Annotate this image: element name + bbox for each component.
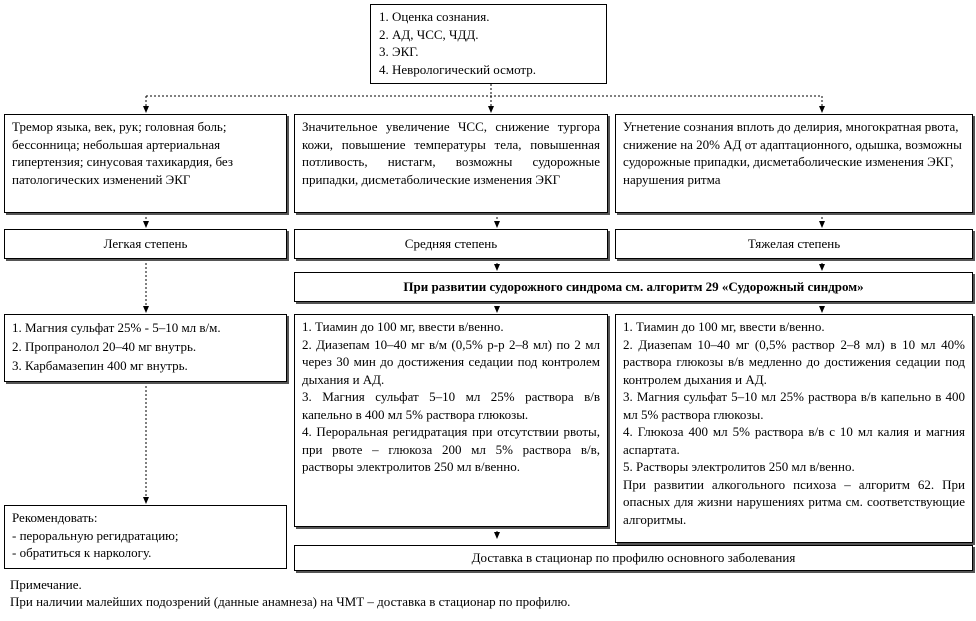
recommend-item-2: - обратиться к наркологу.	[12, 545, 152, 560]
degree-severe-label: Тяжелая степень	[747, 236, 841, 251]
treatment-mild-item-3: 3. Карбамазепин 400 мг внутрь.	[12, 358, 188, 373]
recommend-box	[4, 505, 287, 569]
recommend-title: Рекомендовать:	[12, 510, 98, 525]
hospital-box	[294, 545, 973, 571]
degree-mild-box	[4, 229, 287, 259]
symptoms-mild-box	[4, 114, 287, 213]
degree-severe-box	[615, 229, 973, 259]
treatment-severe-item-2: 2. Диазепам 10–40 мг (0,5% раствор 2–8 мл) в 10 мл 40% раствора глюкозы в/в медленно до достижения седации под контролем дыхания и АД.	[623, 336, 965, 387]
treatment-severe-item-4: 4. Глюкоза 400 мл 5% раствора в/в с 10 мл калия и магния аспартата.	[623, 424, 965, 457]
footnote-title: Примечание.	[10, 577, 82, 592]
treatment-moderate-item-2: 2. Диазепам 10–40 мг в/м (0,5% р-р 2–8 мл) по 2 мл через 30 мин до достижения седации под контролем дыхания и АД.	[302, 336, 600, 387]
treatment-moderate-box	[294, 314, 608, 527]
assessment-item-1: 1. Оценка сознания.	[379, 9, 490, 24]
degree-mild-label: Легкая степень	[103, 236, 188, 251]
hospital-text: Доставка в стационар по профилю основного заболевания	[471, 550, 796, 565]
symptoms-moderate-text: Значительное увеличение ЧСС, снижение тургора кожи, повышение температуры тела, повышенная потливость, нистагм, возможны судорожные припадки, дисметаболические изменения ЭКГ	[302, 119, 600, 187]
treatment-mild-box	[4, 314, 287, 382]
treatment-moderate-item-1: 1. Тиамин до 100 мг, ввести в/венно.	[302, 319, 504, 334]
symptoms-severe-box	[615, 114, 973, 213]
footnote	[10, 576, 970, 610]
degree-moderate-label: Средняя степень	[404, 236, 498, 251]
seizure-note-text: При развитии судорожного синдрома см. алгоритм 29 «Судорожный синдром»	[403, 279, 864, 294]
recommend-item-1: - пероральную регидратацию;	[12, 527, 179, 543]
treatment-severe-item-6: При развитии алкогольного психоза – алгоритм 62. При опасных для жизни нарушениях ритма см. соответствующие алгоритмы.	[623, 476, 965, 527]
treatment-severe-item-3: 3. Магния сульфат 5–10 мл 25% раствора в/в капельно в 400 мл 5% раствора глюкозы.	[623, 389, 965, 422]
assessment-item-2: 2. АД, ЧСС, ЧДД.	[379, 26, 479, 42]
symptoms-mild-text: Тремор языка, век, рук; головная боль; бессонница; небольшая артериальная гипертензия; синусовая тахикардия, без патологических изменений ЭКГ	[12, 119, 233, 187]
assessment-item-3: 3. ЭКГ.	[379, 44, 419, 59]
symptoms-severe-text: Угнетение сознания вплоть до делирия, многократная рвота, снижение на 20% АД от адаптационного, одышка, возможны судорожные припадки, дисметаболические изменения ЭКГ, нарушения ритма	[623, 119, 962, 187]
treatment-severe-box	[615, 314, 973, 543]
degree-moderate-box	[294, 229, 608, 259]
treatment-mild-item-1: 1. Магния сульфат 25% - 5–10 мл в/м.	[12, 320, 221, 335]
seizure-note-box	[294, 272, 973, 302]
treatment-moderate-item-3: 3. Магния сульфат 5–10 мл 25% раствора в/в капельно в 400 мл 5% раствора глюкозы.	[302, 389, 600, 422]
symptoms-moderate-box	[294, 114, 608, 213]
treatment-moderate-item-4: 4. Пероральная регидратация при отсутствии рвоты, при рвоте – глюкоза 200 мл 5% раствора в/в, растворы электролитов 250 мл в/венно.	[302, 424, 600, 474]
treatment-severe-item-5: 5. Растворы электролитов 250 мл в/венно.	[623, 459, 855, 474]
assessment-item-4: 4. Неврологический осмотр.	[379, 61, 537, 77]
treatment-severe-item-1: 1. Тиамин до 100 мг, ввести в/венно.	[623, 319, 825, 334]
footnote-text: При наличии малейших подозрений (данные анамнеза) на ЧМТ – доставка в стационар по профилю.	[10, 594, 571, 609]
treatment-mild-item-2: 2. Пропранолол 20–40 мг внутрь.	[12, 339, 197, 354]
assessment-box	[370, 4, 607, 84]
